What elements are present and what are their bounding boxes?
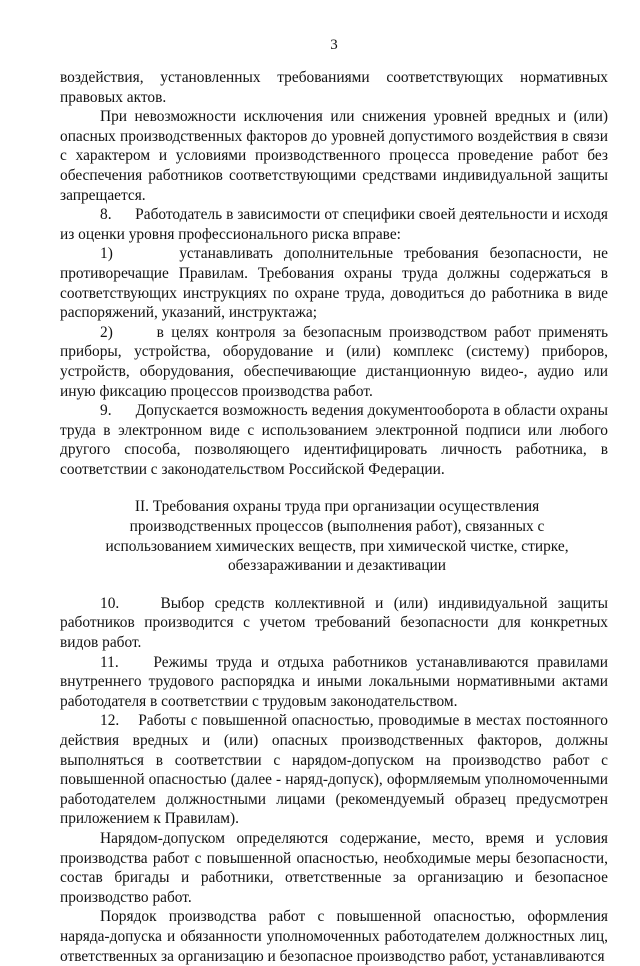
paragraph-ppe-prohibition: При невозможности исключения или снижения уровней вредных и (или) опасных производственных факторов до уровней допустимого воздействия в связи с характером и условиями производственного процесса проведение работ без обеспечения работников соответствующими средствами индивидуальной защиты запрещается. — [60, 108, 608, 204]
page-number: 3 — [330, 37, 338, 53]
paragraph-item-12: 12. Работы с повышенной опасностью, проводимые в местах постоянного действия вредных и (или) опасных производственных факторов, должны выполняться в соответствии с нарядом-допуском на производство работ с повышенной опасностью (далее - наряд-допуск), оформляемым уполномоченными работодателем должностными лицами (рекомендуемый образец предусмотрен приложением к Правилам). — [60, 712, 608, 828]
paragraph-work-permit-content: Нарядом-допуском определяются содержание, место, время и условия производства работ с повышенной опасностью, необходимые меры безопасности, состав бригады и работники, ответственные за организацию и безопасное производство работ. — [60, 829, 608, 906]
paragraph-item-8-2: 2) в целях контроля за безопасным производством работ применять приборы, устройства, оборудование и (или) комплекс (систему) приборов, устройств, оборудования, обеспечивающие дистанционную видео-, аудио или иную фиксацию процессов производства работ. — [60, 323, 608, 400]
paragraph-item-8-1: 1) устанавливать дополнительные требования безопасности, не противоречащие Правилам. Требования охраны труда должны содержаться в соответствующих инструкциях по охране труда, доводиться до работника в виде распоряжений, указаний, инструктажа; — [60, 245, 608, 322]
paragraph-item-11: 11. Режимы труда и отдыха работников устанавливаются правилами внутреннего трудового распорядка и иными локальными нормативными актами работодателя в соответствии с трудовым законодательством. — [60, 653, 608, 710]
paragraph-item-8: 8. Работодатель в зависимости от специфики своей деятельности и исходя из оценки уровня профессионального риска вправе: — [60, 206, 608, 243]
section-heading: II. Требования охраны труда при организации осуществления производственных процессов (выполнения работ), связанных с использованием химических веществ, при химической чистке, стирке, обеззараживании и дезактивации — [105, 498, 569, 575]
paragraph-work-permit-procedure: Порядок производства работ с повышенной опасностью, оформления наряда-допуска и обязанности уполномоченных работодателем должностных лиц, ответственных за организацию и безопасное производство работ, устанавливаются — [60, 908, 608, 965]
paragraph-continuation: воздействия, установленных требованиями соответствующих нормативных правовых актов. — [60, 69, 608, 106]
body-bottom — [60, 594, 608, 966]
paragraph-item-9: 9. Допускается возможность ведения документооборота в области охраны труда в электронном виде с использованием электронной подписи или любого другого способа, позволяющего идентифицировать личность работника, в соответствии с законодательством Российской Федерации. — [60, 402, 608, 478]
body-top — [60, 68, 608, 479]
paragraph-item-10: 10. Выбор средств коллективной и (или) индивидуальной защиты работников производится с учетом требований безопасности для конкретных видов работ. — [60, 594, 608, 652]
